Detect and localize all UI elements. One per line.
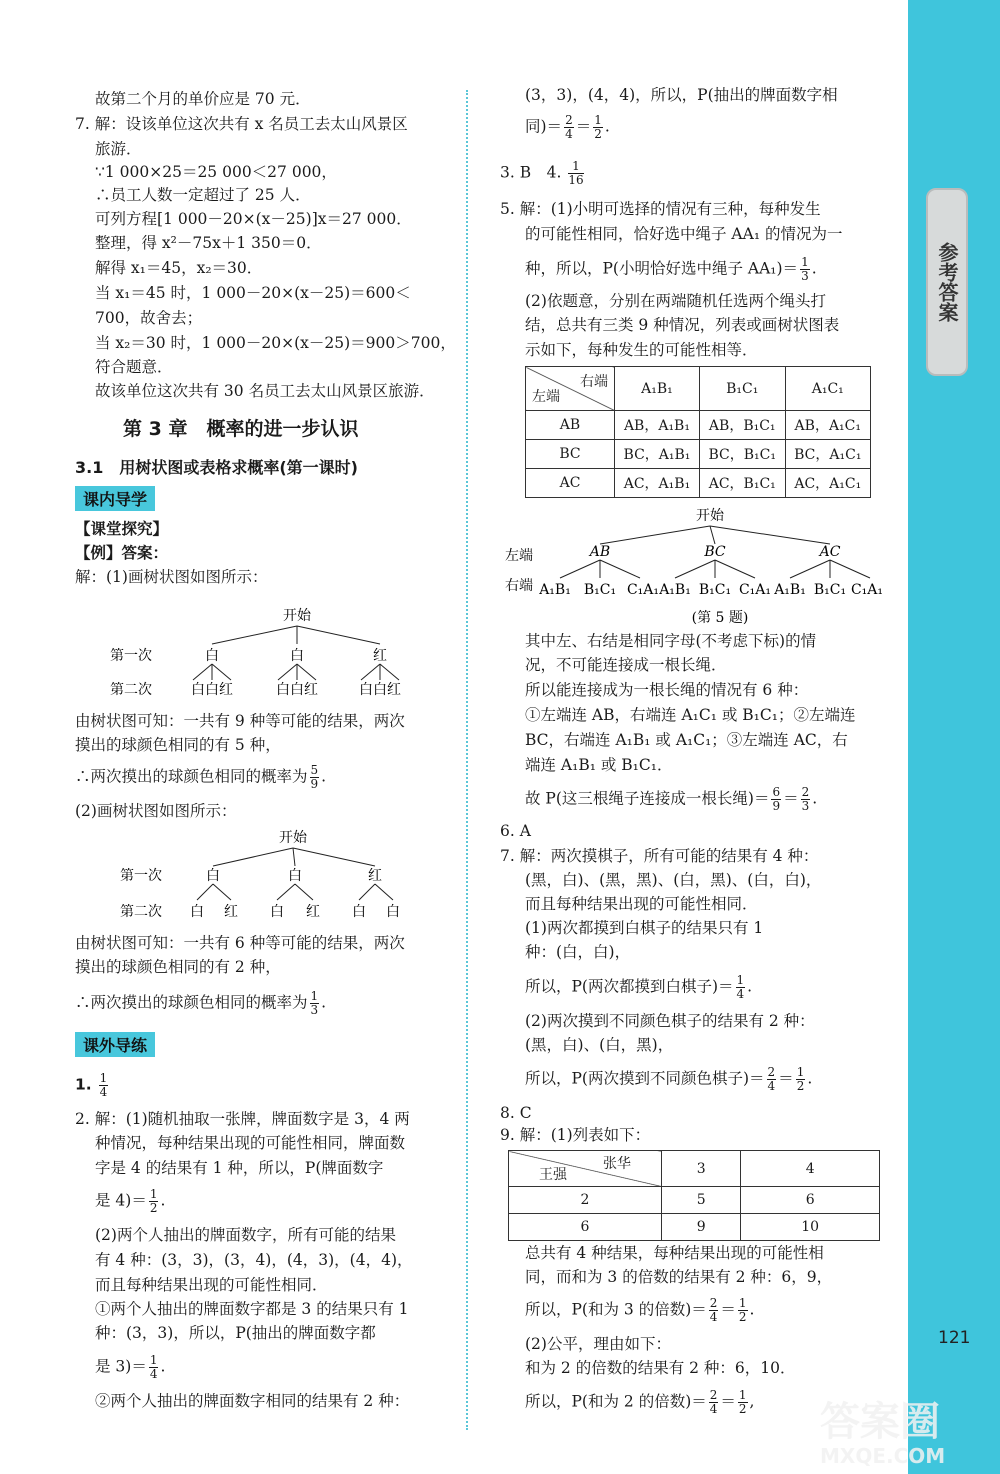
text-line: 种，所以，P(小明恰好选中绳子 AA₁)＝ $\frac{1}{3}$ .	[525, 255, 817, 283]
svg-text:B₁C₁: B₁C₁	[813, 582, 847, 598]
section-title: 3.1 用树状图或表格求概率(第一课时)	[75, 458, 358, 477]
svg-text:白: 白	[206, 868, 220, 884]
svg-text:红: 红	[368, 868, 382, 884]
text-line: 所以，P(和为 3 的倍数)＝ $\frac{2}{4}$ ＝ $\frac{1}{2}$ .	[525, 1296, 755, 1324]
example-label: 【例】答案：	[75, 544, 169, 562]
text-line: 总共有 4 种结果，每种结果出现的可能性相	[525, 1244, 824, 1262]
svg-text:左端: 左端	[505, 548, 533, 564]
text-line: 种：(3，3)，所以，P(抽出的牌面数字都	[95, 1324, 376, 1342]
tree-diagram-2	[115, 822, 445, 922]
text-line: 整理，得 x²－75x＋1 350＝0．	[95, 234, 322, 252]
text-line: ①左端连 AB，右端连 A₁C₁ 或 B₁C₁；②左端连	[525, 706, 856, 724]
text-line: 摸出的球颜色相同的有 5 种，	[75, 736, 281, 754]
text-line: ①两个人抽出的牌面数字都是 3 的结果只有 1	[95, 1300, 409, 1318]
table-question-5: 右端 左端 A₁B₁ B₁C₁ A₁C₁ AB AB，A₁B₁ AB，B₁C₁ AB，A₁C₁ BC BC，A₁B₁ BC，B₁C₁ BC，A₁C₁ AC AC，A₁B₁ AC，B₁C₁ AC，A₁C₁	[525, 366, 871, 498]
text-line: 同，而和为 3 的倍数的结果有 2 种：6，9，	[525, 1268, 833, 1286]
svg-text:B₁C₁: B₁C₁	[698, 582, 732, 598]
text-line: ②两个人抽出的牌面数字相同的结果有 2 种：	[95, 1392, 410, 1410]
text-line: 8. C	[500, 1104, 532, 1122]
text-line: 所以，P(两次摸到不同颜色棋子)＝ $\frac{2}{4}$ ＝ $\frac{1}{2}$ .	[525, 1065, 813, 1093]
text-line: 所以，P(两次都摸到白棋子)＝ $\frac{1}{4}$ .	[525, 973, 753, 1001]
text-line: 故第二个月的单价应是 70 元．	[95, 90, 311, 108]
text-line: 有 4 种：(3，3)，(3，4)，(4，3)，(4，4)，	[95, 1251, 413, 1269]
svg-text:C₁A₁: C₁A₁	[850, 582, 884, 598]
text-line: (3，3)，(4，4)，所以，P(抽出的牌面数字相	[525, 86, 838, 104]
text-line: 符合题意．	[95, 358, 173, 376]
svg-text:C₁A₁: C₁A₁	[738, 582, 772, 598]
text-line: 而且每种结果出现的可能性相同．	[525, 895, 758, 913]
text-line: 而且每种结果出现的可能性相同．	[95, 1276, 328, 1294]
text-line: 6. A	[500, 822, 531, 840]
text-line: 种：(白，白)，	[525, 943, 631, 961]
tree-leaves: 白白红	[359, 682, 401, 698]
text-line: 所以，P(和为 2 的倍数)＝ $\frac{2}{4}$ ＝ $\frac{1}{2}$ ,	[525, 1388, 755, 1416]
svg-text:BC: BC	[704, 544, 726, 560]
svg-text:第二次: 第二次	[120, 904, 162, 920]
text-line: 种情况，每种结果出现的可能性相同，牌面数	[95, 1134, 406, 1152]
text-line: 2. 解：(1)随机抽取一张牌，牌面数字是 3，4 两	[75, 1110, 410, 1128]
text-line: 所以能连接成为一根长绳的情况有 6 种：	[525, 681, 809, 699]
svg-text:A₁B₁: A₁B₁	[539, 582, 571, 598]
tree-root: 开始	[283, 608, 311, 624]
text-line: 由树状图可知：一共有 9 种等可能的结果，两次	[75, 712, 405, 730]
text-line: ∴员工人数一定超过了 25 人．	[95, 186, 311, 204]
text-line: 示如下，每种发生的可能性相等．	[525, 341, 758, 359]
text-line: ∴两次摸出的球颜色相同的概率为 $\frac{1}{3}$ .	[75, 989, 327, 1017]
text-line: 是 4)＝ $\frac{1}{2}$ .	[95, 1187, 166, 1215]
text-line: 故该单位这次共有 30 名员工去太山风景区旅游．	[95, 382, 435, 400]
tree-row-label: 第一次	[110, 648, 152, 664]
text-line: 解得 x₁＝45，x₂＝30．	[95, 259, 263, 277]
text-line: 同)＝ $\frac{2}{4}$ ＝ $\frac{1}{2}$ .	[525, 113, 610, 141]
svg-text:C₁A₁: C₁A₁	[626, 582, 660, 598]
text-line: ∴两次摸出的球颜色相同的概率为 $\frac{5}{9}$ .	[75, 763, 327, 791]
svg-text:A₁B₁: A₁B₁	[774, 582, 806, 598]
text-line: 3. B 4. $\frac{1}{16}$	[500, 159, 584, 187]
text-line: 故 P(这三根绳子连接成一根长绳)＝ $\frac{6}{9}$ ＝ $\frac{2}{3}$ .	[525, 785, 818, 813]
text-line: (2)两个人抽出的牌面数字，所有可能的结果	[95, 1226, 396, 1244]
svg-text:B₁C₁: B₁C₁	[583, 582, 617, 598]
text-line: (2)依题意，分别在两端随机任选两个绳头打	[525, 292, 826, 310]
text-line: (2)公平，理由如下：	[525, 1335, 671, 1353]
svg-text:白: 白	[270, 904, 284, 920]
svg-text:红: 红	[224, 904, 238, 920]
tree-diagram-1	[105, 600, 445, 700]
reference-answer-tab: 参考答案	[926, 188, 968, 376]
text-line: 当 x₂＝30 时，1 000－20×(x－25)＝900＞700，	[95, 334, 456, 352]
text-line: 9. 解：(1)列表如下：	[500, 1126, 651, 1144]
svg-text:AB: AB	[589, 544, 611, 560]
tree-node: 白	[205, 648, 219, 664]
text-line: BC，右端连 A₁B₁ 或 A₁C₁；③左端连 AC，右	[525, 731, 848, 749]
tree-diagram-5	[505, 504, 885, 628]
text-line: 700，故舍去；	[95, 309, 203, 327]
text-line: 摸出的球颜色相同的有 2 种，	[75, 958, 281, 976]
text-line: 旅游．	[95, 140, 142, 158]
text-line: 端连 A₁B₁ 或 B₁C₁．	[525, 756, 673, 774]
svg-text:开始: 开始	[696, 508, 724, 524]
text-line: 其中左、右结是相同字母(不考虑下标)的情	[525, 632, 817, 650]
text-line: 当 x₁＝45 时，1 000－20×(x－25)＝600＜	[95, 284, 411, 302]
watermark-logo: 答案圈 MXQE.COM	[820, 1399, 946, 1468]
text-line: 字是 4 的结果有 1 种，所以，P(牌面数字	[95, 1159, 384, 1177]
text-line: (2)两次摸到不同颜色棋子的结果有 2 种：	[525, 1012, 815, 1030]
svg-text:AC: AC	[819, 544, 841, 560]
text-line: 由树状图可知：一共有 6 种等可能的结果，两次	[75, 934, 405, 952]
column-divider	[466, 90, 468, 1430]
chapter-title: 第 3 章 概率的进一步认识	[123, 418, 359, 440]
page-number: 121	[938, 1328, 971, 1348]
text-line: 7. 解：两次摸棋子，所有可能的结果有 4 种：	[500, 847, 819, 865]
svg-text:白: 白	[352, 904, 366, 920]
tree-leaves: 白白红	[276, 682, 318, 698]
svg-text:(第 5 题): (第 5 题)	[691, 610, 749, 626]
highlight-label-in-class: 课内导学	[75, 486, 155, 511]
text-line: 况，不可能连接成一根长绳．	[525, 656, 727, 674]
svg-text:红: 红	[306, 904, 320, 920]
tree-node: 红	[373, 648, 387, 664]
tree-node: 白	[290, 648, 304, 664]
explore-label: 【课堂探究】	[75, 520, 169, 538]
text-line: 5. 解：(1)小明可选择的情况有三种，每种发生	[500, 200, 821, 218]
tree-row-label: 第二次	[110, 682, 152, 698]
text-line: ∵1 000×25＝25 000＜27 000，	[95, 163, 337, 181]
text-line: 可列方程[1 000－20×(x－25)]x＝27 000．	[95, 210, 412, 228]
tree-leaves: 白白红	[191, 682, 233, 698]
svg-text:白: 白	[288, 868, 302, 884]
svg-text:右端: 右端	[505, 578, 533, 594]
highlight-label-out-class: 课外导练	[75, 1032, 155, 1057]
text-line: (1)两次都摸到白棋子的结果只有 1	[525, 919, 764, 937]
text-line: (2)画树状图如图所示：	[75, 802, 237, 820]
text-line: 1. $\frac{1}{4}$	[75, 1071, 108, 1099]
svg-text:白: 白	[190, 904, 204, 920]
text-line: 解：(1)画树状图如图所示：	[75, 568, 268, 586]
text-line: 7. 解：设该单位这次共有 x 名员工去太山风景区	[75, 115, 408, 133]
svg-text:开始: 开始	[279, 830, 307, 846]
svg-text:第一次: 第一次	[120, 868, 162, 884]
svg-text:A₁B₁: A₁B₁	[659, 582, 691, 598]
text-line: (黑，白)、(黑，黑)、(白，黑)、(白，白)，	[525, 871, 822, 889]
table-question-9: 张华 王强 3 4 2 5 6 6 9 10	[508, 1150, 880, 1241]
text-line: (黑，白)、(白，黑)，	[525, 1036, 674, 1054]
text-line: 和为 2 的倍数的结果有 2 种：6，10．	[525, 1359, 796, 1377]
text-line: 的可能性相同，恰好选中绳子 AA₁ 的情况为一	[525, 225, 843, 243]
text-line: 是 3)＝ $\frac{1}{4}$ .	[95, 1353, 166, 1381]
text-line: 结，总共有三类 9 种情况，列表或画树状图表	[525, 316, 840, 334]
svg-text:白: 白	[386, 904, 400, 920]
